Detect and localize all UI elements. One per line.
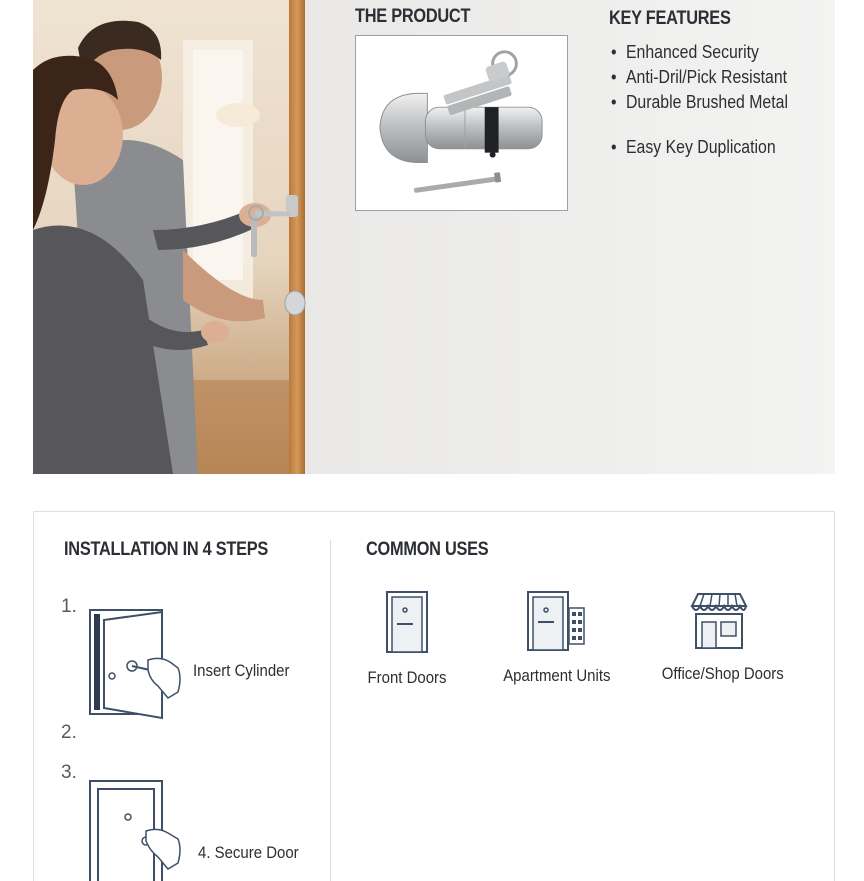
product-image-frame bbox=[355, 35, 568, 211]
feature-item: • Anti-Dril/Pick Resistant bbox=[611, 67, 788, 87]
feature-item: • Durable Brushed Metal bbox=[611, 92, 788, 112]
feature-item: • Easy Key Duplication bbox=[611, 137, 776, 157]
apartment-door-keypad-icon bbox=[526, 590, 586, 652]
secure-door-icon bbox=[88, 779, 188, 881]
product-section-title: THE PRODUCT bbox=[355, 6, 471, 27]
front-door-icon bbox=[385, 590, 429, 654]
insert-cylinder-door-icon bbox=[88, 608, 188, 724]
key-features-list bbox=[611, 40, 812, 160]
installation-title: INSTALLATION IN 4 STEPS bbox=[64, 539, 269, 560]
step-number: 1. bbox=[61, 596, 77, 617]
use-office-shop-doors bbox=[654, 590, 784, 684]
use-label: Apartment Units bbox=[503, 666, 611, 685]
step-number: 3. bbox=[61, 762, 77, 783]
key-features-title: KEY FEATURES bbox=[609, 8, 731, 29]
feature-item: • Enhanced Security bbox=[611, 42, 759, 62]
use-label: Office/Shop Doors bbox=[661, 664, 784, 683]
euro-cylinder-lock-with-keys-icon bbox=[356, 36, 567, 210]
common-uses-title: COMMON USES bbox=[366, 539, 489, 560]
shop-storefront-icon bbox=[688, 590, 750, 650]
step-label: Insert Cylinder bbox=[193, 661, 290, 680]
step-number: 2. bbox=[61, 722, 77, 743]
use-apartment-units bbox=[496, 590, 616, 686]
column-divider bbox=[330, 540, 331, 881]
step-label: 4. Secure Door bbox=[198, 843, 299, 862]
hero-banner bbox=[33, 0, 835, 474]
use-label: Front Doors bbox=[367, 668, 447, 687]
use-front-doors bbox=[357, 590, 457, 688]
info-panel bbox=[33, 511, 835, 881]
